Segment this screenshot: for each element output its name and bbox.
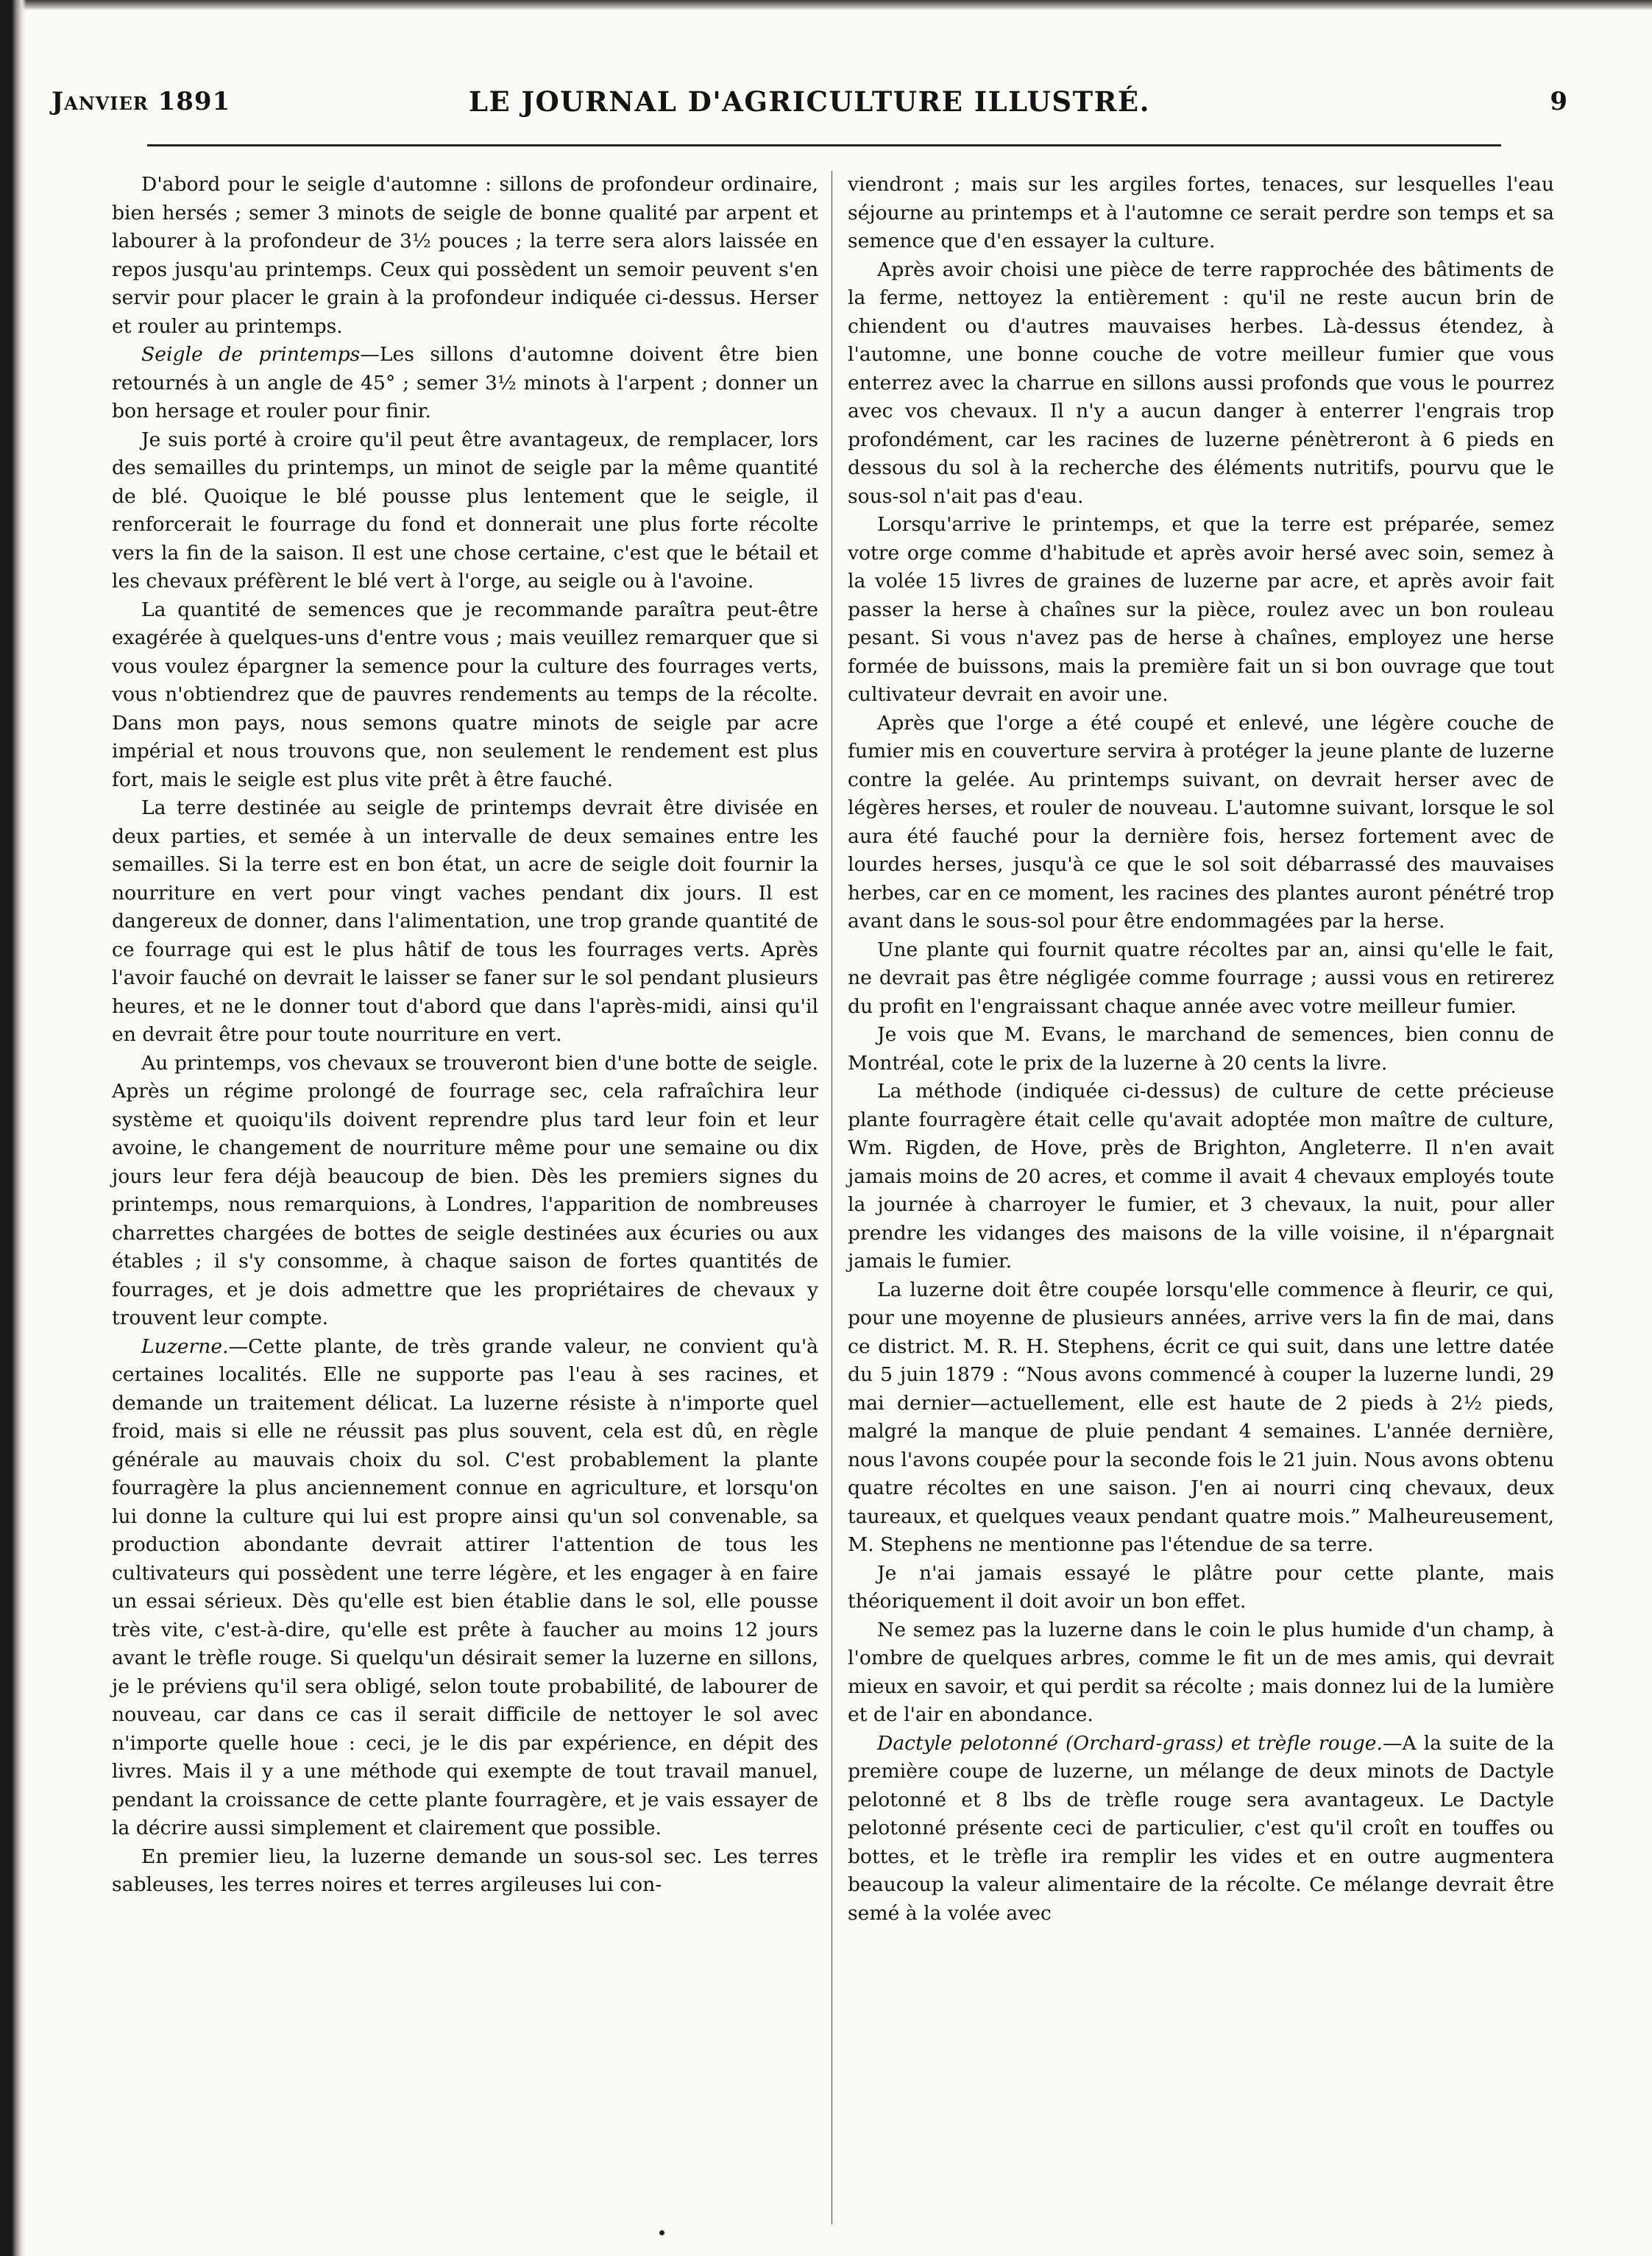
paragraph: [848, 710, 1554, 936]
paragraph: [848, 256, 1554, 512]
left-column: [112, 171, 818, 1900]
paragraph-heading: Seigle de printemps: [141, 343, 361, 366]
paragraph-text: Lorsqu'arrive le printemps, et que la terre est préparée, semez votre orge comme d'habitude et après avoir hersé avec soin, semez à la volée 15 livres de graines de luzerne par acre, et après avoir fait passer la herse à chaînes sur la pièce, roulez avec un bon rouleau pesant. Si vous n'avez pas de herse à chaînes, employez une herse formée de buissons, mais la première fait un si bon ouvrage que tout cultivateur devrait en avoir une.: [848, 513, 1554, 706]
paragraph: [112, 596, 818, 795]
paragraph: [848, 1078, 1554, 1276]
paragraph-text: Après que l'orge a été coupé et enlevé, une légère couche de fumier mis en couverture servira à protéger la jeune plante de luzerne contre la gelée. Au printemps suivant, on devrait herser avec de légères herses, et rouler de nouveau. L'automne suivant, lorsque le sol aura été fauché pour la dernière fois, hersez fortement avec de lourdes herses, jusqu'à ce que le sol soit débarrassé des mauvaises herbes, car en ce moment, les racines des plantes auront pénétré trop avant dans le sous-sol pour être endommagées par la herse.: [848, 711, 1554, 933]
paragraph-text: —Les sillons d'automne doivent être bien retournés à un angle de 45° ; semer 3½ minots à l'arpent ; donner un bon hersage et rouler pour finir.: [112, 343, 818, 422]
paragraph: [848, 1616, 1554, 1730]
paragraph: [848, 511, 1554, 710]
header-date: Janvier 1891: [52, 87, 231, 116]
paragraph: [848, 1560, 1554, 1616]
paragraph-text: —Cette plante, de très grande valeur, ne convient qu'à certaines localités. Elle ne supporte pas l'eau à ses racines, et demande un traitement délicat. La luzerne résiste à n'importe quel froid, mais si elle ne réussit pas plus souvent, cela est dû, en règle générale au mauvais choix du sol. C'est probablement la plante fourragère la plus anciennement connue en agriculture, et lorsqu'on lui donne la culture qui lui est propre ainsi qu'un sol convenable, sa production abondante devrait attirer l'attention de tous les cultivateurs qui possèdent une terre légère, et les engager à en faire un essai sérieux. Dès qu'elle est bien établie dans le sol, elle pousse très vite, c'est-à-dire, qu'elle est prête à faucher au moins 12 jours avant le trèfle rouge. Si quelqu'un désirait semer la luzerne en sillons, je le préviens qu'il sera obligé, selon toute probabilité, de labourer de nouveau, car dans ce cas il serait difficile de nettoyer le sol avec n'importe quelle houe : ceci, je le dis par expérience, en dépit des livres. Mais il y a une méthode qui exempte de tout travail manuel, pendant la croissance de cette plante fourragère, et je vais essayer de la décrire aussi simplement et clairement que possible.: [112, 1334, 818, 1839]
paragraph-text: Je vois que M. Evans, le marchand de semences, bien connu de Montréal, cote le prix de la luzerne à 20 cents la livre.: [848, 1023, 1554, 1075]
journal-title: LE JOURNAL D'AGRICULTURE ILLUSTRÉ.: [468, 85, 1151, 118]
paragraph: [848, 1021, 1554, 1078]
paragraph: [848, 171, 1554, 256]
paragraph-text: Je n'ai jamais essayé le plâtre pour cette plante, mais théoriquement il doit avoir un bon effet.: [848, 1561, 1554, 1613]
paragraph-text: La luzerne doit être coupée lorsqu'elle commence à fleurir, ce qui, pour une moyenne de plusieurs années, arrive vers la fin de mai, dans ce district. M. R. H. Stephens, écrit ce qui suit, dans une lettre datée du 5 juin 1879 : “Nous avons commencé à couper la luzerne lundi, 29 mai dernier—actuellement, elle est haute de 2 pieds à 2½ pieds, malgré la manque de pluie pendant 4 semaines. L'année dernière, nous l'avons coupée pour la seconde fois le 21 juin. Nous avons obtenu quatre récoltes en une saison. J'en ai nourri cinq chevaux, deux taureaux, et quelques veaux pendant quatre mois.” Malheureusement, M. Stephens ne mentionne pas l'étendue de sa terre.: [848, 1278, 1554, 1556]
paragraph-text: —A la suite de la première coupe de luzerne, un mélange de deux minots de Dactyle pelotonné et 8 lbs de trèfle rouge sera avantageux. Le Dactyle pelotonné présente ceci de particulier, c'est qu'il croît en touffes ou bottes, et le trèfle ira remplir les vides et en outre augmentera beaucoup la valeur alimentaire de la récolte. Ce mélange devrait être semé à la volée avec: [848, 1731, 1554, 1925]
paragraph-text: Après avoir choisi une pièce de terre rapprochée des bâtiments de la ferme, nettoyez la entièrement : qu'il ne reste aucun brin de chiendent ou d'autres mauvaises herbes. Là-dessus étendez, à l'automne, une bonne couche de votre meilleur fumier que vous enterrez avec la charrue en sillons aussi profonds que vous le pourrez avec vos chevaux. Il n'y a aucun danger à enterrer l'engrais trop profondément, car les racines de luzerne pénètreront à 6 pieds en dessous du sol à la recherche des éléments nutritifs, pourvu que le sous-sol n'ait pas d'eau.: [848, 258, 1554, 508]
paragraph: [112, 1843, 818, 1900]
paragraph: [112, 794, 818, 1050]
paragraph: [112, 1333, 818, 1843]
page-binding-edge: [0, 0, 26, 2256]
paragraph: [848, 1276, 1554, 1560]
paragraph-text: La méthode (indiquée ci-dessus) de culture de cette précieuse plante fourragère était celle qu'avait adoptée mon maître de culture, Wm. Rigden, de Hove, près de Brighton, Angleterre. Il n'en avait jamais moins de 20 acres, et comme il avait 4 chevaux employés toute la journée à charroyer le fumier, et 3 chevaux, la nuit, pour aller prendre les vidanges des maisons de la ville voisine, il n'épargnait jamais le fumier.: [848, 1080, 1554, 1273]
paragraph-text: La terre destinée au seigle de printemps devrait être divisée en deux parties, et semée à un intervalle de deux semaines entre les semailles. Si la terre est en bon état, un acre de seigle doit fournir la nourriture en vert pour vingt vaches pendant dix jours. Il est dangereux de donner, dans l'alimentation, une trop grande quantité de ce fourrage qui est le plus hâtif de tous les fourrages verts. Après l'avoir fauché on devrait le laisser se faner sur le sol pendant plusieurs heures, et ne le donner tout d'abord que dans l'après-midi, ainsi qu'il en devrait être pour toute nourriture en vert.: [112, 796, 818, 1046]
paragraph: [112, 171, 818, 341]
footer-dot: [659, 2230, 664, 2235]
right-column: [848, 171, 1554, 1928]
paragraph-text: En premier lieu, la luzerne demande un sous-sol sec. Les terres sableuses, les terres noires et terres argileuses lui con-: [112, 1845, 818, 1896]
header-rule: [147, 144, 1501, 146]
page-number: 9: [1550, 87, 1567, 116]
paragraph: [112, 341, 818, 426]
paragraph-text: D'abord pour le seigle d'automne : sillons de profondeur ordinaire, bien hersés ; semer 3 minots de seigle de bonne qualité par arpent et labourer à la profondeur de 3½ pouces ; la terre sera alors laissée en repos jusqu'au printemps. Ceux qui possèdent un semoir peuvent s'en servir pour placer le grain à la profondeur indiquée ci-dessus. Herser et rouler au printemps.: [112, 173, 818, 338]
paragraph-text: La quantité de semences que je recommande paraîtra peut-être exagérée à quelques-uns d'entre vous ; mais veuillez remarquer que si vous voulez épargner la semence pour la culture des fourrages verts, vous n'obtiendrez que de pauvres rendements au temps de la récolte. Dans mon pays, nous semons quatre minots de seigle par acre impérial et nous trouvons que, non seulement le rendement est plus fort, mais le seigle est plus vite prêt à être fauché.: [112, 598, 818, 791]
paragraph: [848, 1730, 1554, 1928]
paragraph-text: Une plante qui fournit quatre récoltes par an, ainsi qu'elle le fait, ne devrait pas être négligée comme fourrage ; aussi vous en retirerez du profit en l'engraissant chaque année avec votre meilleur fumier.: [848, 938, 1554, 1018]
page-top-edge: [0, 0, 1652, 10]
paragraph-heading: Dactyle pelotonné (Orchard-grass) et trèfle rouge.: [877, 1731, 1383, 1755]
paragraph-heading: Luzerne.: [141, 1334, 229, 1358]
paragraph-text: viendront ; mais sur les argiles fortes, tenaces, sur lesquelles l'eau séjourne au printemps et à l'automne ce serait perdre son temps et sa semence que d'en essayer la culture.: [848, 173, 1554, 252]
paragraph: [112, 426, 818, 596]
paragraph-text: Je suis porté à croire qu'il peut être avantageux, de remplacer, lors des semailles du printemps, un minot de seigle par la même quantité de blé. Quoique le blé pousse plus lentement que le seigle, il renforcerait le fourrage du fond et donnerait une plus forte récolte vers la fin de la saison. Il est une chose certaine, c'est que le bétail et les chevaux préfèrent le blé vert à l'orge, au seigle ou à l'avoine.: [112, 428, 818, 593]
page-header: [52, 81, 1567, 125]
paragraph: [848, 936, 1554, 1022]
paragraph-text: Au printemps, vos chevaux se trouveront bien d'une botte de seigle. Après un régime prolongé de fourrage sec, cela rafraîchira leur système et quoiqu'ils doivent reprendre plus tard leur foin et leur avoine, le changement de nourriture même pour une semaine ou dix jours leur fera déjà beaucoup de bien. Dès les premiers signes du printemps, nous remarquions, à Londres, l'apparition de nombreuses charrettes chargées de bottes de seigle destinées aux écuries ou aux étables ; il s'y consomme, à chaque saison de fortes quantités de fourrages, et je dois admettre que les propriétaires de chevaux y trouvent leur compte.: [112, 1051, 818, 1329]
paragraph: [112, 1050, 818, 1333]
paragraph-text: Ne semez pas la luzerne dans le coin le plus humide d'un champ, à l'ombre de quelques arbres, comme le fit un de mes amis, qui devrait mieux en savoir, et qui perdit sa récolte ; mais donnez lui de la lumière et de l'air en abondance.: [848, 1618, 1554, 1726]
